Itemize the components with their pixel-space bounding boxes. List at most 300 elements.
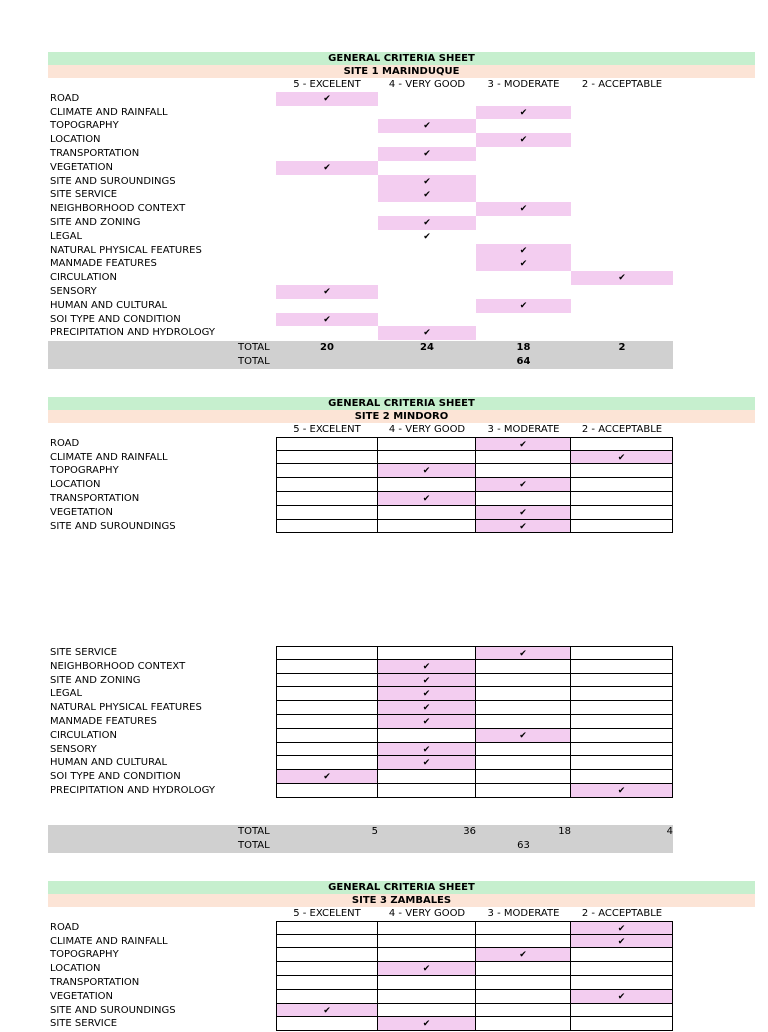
rating-cell-checked — [276, 770, 378, 784]
criteria-row — [48, 202, 755, 216]
checkmark-icon: ✔ — [423, 328, 431, 339]
rating-cell — [571, 770, 673, 784]
rating-cell — [476, 492, 571, 506]
column-header-row — [48, 78, 755, 92]
rating-cell-checked — [476, 506, 571, 520]
criteria-label: SITE SERVICE — [50, 189, 118, 201]
rating-cell — [276, 701, 378, 715]
rating-cell — [571, 478, 673, 492]
total-excelent: 20 — [320, 342, 334, 353]
rating-cell-checked — [571, 784, 673, 798]
checkmark-icon: ✔ — [617, 936, 626, 947]
grand-total: 64 — [516, 355, 531, 367]
column-header: 4 - VERY GOOD — [388, 79, 466, 90]
column-header: 4 - VERY GOOD — [388, 908, 466, 919]
total-label: TOTAL — [238, 826, 270, 837]
rating-cell-checked — [571, 271, 673, 285]
criteria-label: TOPOGRAPHY — [50, 465, 119, 477]
rating-cell — [378, 451, 476, 465]
criteria-label: ROAD — [50, 437, 80, 449]
rating-cell — [476, 464, 571, 478]
rating-cell-checked — [378, 756, 476, 770]
rating-cell — [476, 770, 571, 784]
rating-cell — [571, 701, 673, 715]
criteria-label: LOCATION — [50, 479, 101, 491]
rating-cell-checked — [476, 257, 571, 271]
rating-cell — [276, 962, 378, 976]
rating-cell — [378, 729, 476, 743]
rating-cell — [378, 976, 476, 990]
criteria-label: NEIGHBORHOOD CONTEXT — [50, 203, 186, 215]
criteria-label: SOI TYPE AND CONDITION — [50, 313, 181, 325]
checkmark-icon: ✔ — [422, 466, 431, 477]
rating-cell — [476, 976, 571, 990]
criteria-label: NATURAL PHYSICAL FEATURES — [50, 244, 202, 256]
criteria-row — [48, 687, 755, 701]
rating-cell — [476, 756, 571, 770]
criteria-row — [48, 715, 755, 729]
rating-cell-checked — [378, 687, 476, 701]
rating-cell-checked — [476, 437, 571, 451]
rating-cell — [378, 935, 476, 949]
column-header: 3 - MODERATE — [487, 424, 560, 435]
checkmark-icon: ✔ — [617, 452, 626, 463]
criteria-row — [48, 962, 755, 976]
checkmark-icon: ✔ — [323, 314, 331, 325]
criteria-row — [48, 464, 755, 478]
criteria-row — [48, 437, 755, 451]
criteria-row — [48, 244, 755, 258]
rating-cell-checked — [276, 285, 378, 299]
criteria-label: SITE AND SUROUNDINGS — [50, 520, 176, 532]
rating-cell-checked — [571, 921, 673, 935]
criteria-row — [48, 216, 755, 230]
column-header: 2 - ACCEPTABLE — [581, 424, 663, 435]
criteria-label: ROAD — [50, 92, 80, 104]
rating-cell — [276, 687, 378, 701]
rating-cell-checked — [378, 230, 476, 244]
rating-cell — [476, 674, 571, 688]
rating-cell — [276, 743, 378, 757]
sheet-site-2 — [48, 397, 755, 533]
checkmark-icon: ✔ — [323, 772, 331, 783]
checkmark-icon: ✔ — [422, 716, 431, 727]
total-row — [48, 825, 673, 839]
rating-cell-checked — [476, 106, 571, 120]
rating-cell-checked — [378, 147, 476, 161]
criteria-label: SITE AND SUROUNDINGS — [50, 1004, 176, 1016]
rating-cell-checked — [476, 202, 571, 216]
site-name: SITE 2 MINDORO — [48, 410, 755, 423]
rating-cell — [378, 646, 476, 660]
criteria-row — [48, 660, 755, 674]
criteria-label: SITE SERVICE — [50, 647, 118, 658]
column-header: 5 - EXCELENT — [293, 908, 361, 919]
rating-cell-checked — [378, 175, 476, 189]
rating-cell — [476, 990, 571, 1004]
rating-cell — [571, 687, 673, 701]
criteria-row — [48, 674, 755, 688]
criteria-label: TOPOGRAPHY — [50, 120, 119, 132]
criteria-rows — [48, 921, 755, 1031]
grand-total: 63 — [517, 839, 530, 851]
checkmark-icon: ✔ — [423, 148, 431, 159]
criteria-label: MANMADE FEATURES — [50, 258, 157, 270]
criteria-row — [48, 492, 755, 506]
grand-total-row — [48, 839, 673, 853]
rating-cell — [276, 715, 378, 729]
rating-cell — [276, 948, 378, 962]
rating-cell — [476, 962, 571, 976]
rating-cell-checked — [378, 119, 476, 133]
rating-cell-checked — [378, 962, 476, 976]
rating-cell — [571, 492, 673, 506]
rating-cell — [476, 451, 571, 465]
rating-cell — [571, 506, 673, 520]
criteria-row — [48, 976, 755, 990]
rating-cell-checked — [378, 715, 476, 729]
rating-cell-checked — [476, 478, 571, 492]
rating-cell — [476, 935, 571, 949]
checkmark-icon: ✔ — [519, 300, 528, 311]
checkmark-icon: ✔ — [422, 744, 431, 755]
checkmark-icon: ✔ — [422, 703, 431, 714]
rating-cell — [378, 437, 476, 451]
checkmark-icon: ✔ — [519, 507, 527, 518]
total-very-good: 36 — [463, 826, 476, 837]
criteria-label: TOPOGRAPHY — [50, 949, 119, 961]
criteria-row — [48, 326, 755, 340]
criteria-label: VEGETATION — [50, 990, 114, 1002]
column-header: 3 - MODERATE — [487, 79, 560, 90]
criteria-row — [48, 990, 755, 1004]
rating-cell — [571, 976, 673, 990]
criteria-row — [48, 1004, 755, 1018]
rating-cell — [378, 1004, 476, 1018]
checkmark-icon: ✔ — [423, 217, 431, 228]
total-very-good: 24 — [420, 342, 434, 353]
criteria-row — [48, 119, 755, 133]
column-header: 5 - EXCELENT — [293, 424, 361, 435]
checkmark-icon: ✔ — [617, 923, 626, 934]
rating-cell-checked — [276, 313, 378, 327]
checkmark-icon: ✔ — [617, 991, 626, 1002]
checkmark-icon: ✔ — [422, 1019, 431, 1030]
totals-site-2 — [48, 825, 673, 853]
criteria-row — [48, 756, 755, 770]
criteria-label: SOI TYPE AND CONDITION — [50, 771, 181, 783]
criteria-label: TRANSPORTATION — [50, 492, 140, 504]
total-label: TOTAL — [238, 355, 270, 367]
rating-cell — [476, 660, 571, 674]
checkmark-icon: ✔ — [519, 950, 527, 961]
rating-cell — [276, 646, 378, 660]
rating-cell — [276, 437, 378, 451]
criteria-row — [48, 313, 755, 327]
criteria-label: VEGETATION — [50, 161, 114, 173]
criteria-label: PRECIPITATION AND HYDROLOGY — [50, 784, 215, 796]
site-name: SITE 1 MARINDUQUE — [48, 65, 755, 78]
criteria-row — [48, 1017, 755, 1031]
total-label: TOTAL — [238, 342, 270, 353]
criteria-row — [48, 701, 755, 715]
rating-cell — [276, 756, 378, 770]
criteria-row — [48, 92, 755, 106]
sheet-title: GENERAL CRITERIA SHEET — [48, 881, 755, 894]
checkmark-icon: ✔ — [519, 649, 527, 659]
rating-cell-checked — [378, 1017, 476, 1031]
rating-cell-checked — [378, 660, 476, 674]
total-acceptable: 2 — [618, 342, 626, 353]
checkmark-icon: ✔ — [422, 964, 431, 975]
checkmark-icon: ✔ — [618, 273, 626, 284]
rating-cell — [571, 674, 673, 688]
rating-cell — [476, 743, 571, 757]
checkmark-icon: ✔ — [422, 493, 431, 504]
rating-cell-checked — [476, 520, 571, 534]
sheet-title: GENERAL CRITERIA SHEET — [48, 397, 755, 410]
rating-cell — [571, 464, 673, 478]
rating-cell — [571, 646, 673, 660]
criteria-label: PRECIPITATION AND HYDROLOGY — [50, 327, 215, 339]
criteria-label: VEGETATION — [50, 506, 114, 518]
rating-cell — [378, 478, 476, 492]
rating-cell-checked — [276, 161, 378, 175]
criteria-row — [48, 175, 755, 189]
rating-cell — [378, 921, 476, 935]
checkmark-icon: ✔ — [519, 730, 527, 741]
criteria-row — [48, 257, 755, 271]
rating-cell-checked — [378, 464, 476, 478]
criteria-row — [48, 921, 755, 935]
sheet-title: GENERAL CRITERIA SHEET — [48, 52, 755, 65]
site-name: SITE 3 ZAMBALES — [48, 894, 755, 907]
criteria-row — [48, 188, 755, 202]
criteria-label: SITE AND SUROUNDINGS — [50, 175, 176, 187]
checkmark-icon: ✔ — [519, 521, 527, 532]
criteria-row — [48, 948, 755, 962]
criteria-row — [48, 935, 755, 949]
rating-cell — [571, 948, 673, 962]
checkmark-icon: ✔ — [519, 135, 528, 146]
criteria-label: HUMAN AND CULTURAL — [50, 757, 168, 769]
rating-cell-checked — [476, 948, 571, 962]
rating-cell — [571, 1004, 673, 1018]
rating-cell-checked — [378, 216, 476, 230]
rating-cell — [571, 660, 673, 674]
column-header: 4 - VERY GOOD — [388, 424, 466, 435]
rating-cell — [276, 921, 378, 935]
total-row — [48, 341, 673, 355]
total-moderate: 18 — [558, 826, 571, 837]
criteria-row — [48, 520, 755, 534]
rating-cell-checked — [276, 1004, 378, 1018]
column-header: 3 - MODERATE — [487, 908, 560, 919]
criteria-label: TRANSPORTATION — [50, 147, 140, 159]
rating-cell — [276, 492, 378, 506]
rating-cell — [276, 451, 378, 465]
criteria-row — [48, 784, 755, 798]
criteria-rows-continued — [48, 646, 755, 798]
criteria-label: CIRCULATION — [50, 272, 117, 284]
rating-cell-checked — [378, 326, 476, 340]
checkmark-icon: ✔ — [423, 231, 431, 242]
rating-cell-checked — [476, 646, 571, 660]
rating-cell — [276, 520, 378, 534]
criteria-row — [48, 743, 755, 757]
rating-cell — [378, 506, 476, 520]
rating-cell — [571, 520, 673, 534]
rating-cell — [476, 1017, 571, 1031]
criteria-label: HUMAN AND CULTURAL — [50, 299, 168, 311]
checkmark-icon: ✔ — [323, 1005, 331, 1016]
criteria-label: MANMADE FEATURES — [50, 715, 157, 727]
rating-cell — [276, 990, 378, 1004]
criteria-label: LOCATION — [50, 134, 101, 146]
checkmark-icon: ✔ — [519, 439, 527, 450]
criteria-label: NEIGHBORHOOD CONTEXT — [50, 660, 186, 672]
criteria-row — [48, 478, 755, 492]
criteria-label: CIRCULATION — [50, 729, 117, 741]
rating-cell — [276, 1017, 378, 1031]
criteria-row — [48, 147, 755, 161]
rating-cell — [571, 1017, 673, 1031]
rating-cell-checked — [378, 701, 476, 715]
rating-cell-checked — [276, 92, 378, 106]
rating-cell — [378, 770, 476, 784]
column-header: 2 - ACCEPTABLE — [581, 908, 663, 919]
criteria-label: SITE SERVICE — [50, 1018, 118, 1030]
rating-cell — [476, 687, 571, 701]
checkmark-icon: ✔ — [422, 675, 431, 686]
criteria-label: CLIMATE AND RAINFALL — [50, 451, 168, 463]
rating-cell — [276, 935, 378, 949]
checkmark-icon: ✔ — [519, 107, 528, 118]
criteria-row — [48, 161, 755, 175]
checkmark-icon: ✔ — [423, 121, 431, 132]
criteria-row — [48, 133, 755, 147]
total-acceptable: 4 — [666, 826, 673, 837]
checkmark-icon: ✔ — [519, 245, 528, 256]
rating-cell-checked — [476, 729, 571, 743]
criteria-rows — [48, 437, 755, 534]
criteria-label: SITE AND ZONING — [50, 216, 141, 228]
rating-cell — [571, 437, 673, 451]
rating-cell — [276, 478, 378, 492]
criteria-row — [48, 729, 755, 743]
rating-cell-checked — [571, 935, 673, 949]
rating-cell — [476, 784, 571, 798]
criteria-row — [48, 271, 755, 285]
checkmark-icon: ✔ — [323, 162, 331, 173]
criteria-row — [48, 299, 755, 313]
checkmark-icon: ✔ — [519, 480, 527, 491]
rating-cell-checked — [476, 299, 571, 313]
sheet-site-3 — [48, 881, 755, 1031]
checkmark-icon: ✔ — [422, 661, 431, 672]
rating-cell — [378, 990, 476, 1004]
rating-cell — [276, 976, 378, 990]
criteria-label: CLIMATE AND RAINFALL — [50, 106, 168, 118]
rating-cell — [378, 520, 476, 534]
criteria-label: CLIMATE AND RAINFALL — [50, 935, 168, 947]
rating-cell — [571, 715, 673, 729]
criteria-label: ROAD — [50, 921, 80, 933]
checkmark-icon: ✔ — [519, 204, 528, 215]
rating-cell-checked — [476, 133, 571, 147]
total-label: TOTAL — [238, 839, 270, 851]
rating-cell — [378, 784, 476, 798]
criteria-label: LEGAL — [50, 688, 83, 700]
checkmark-icon: ✔ — [323, 286, 331, 297]
rating-cell-checked — [476, 244, 571, 258]
rating-cell — [276, 660, 378, 674]
criteria-row — [48, 230, 755, 244]
rating-cell-checked — [378, 188, 476, 202]
total-moderate: 18 — [516, 342, 531, 353]
rating-cell — [571, 962, 673, 976]
criteria-label: TRANSPORTATION — [50, 976, 140, 988]
checkmark-icon: ✔ — [422, 758, 431, 769]
criteria-row — [48, 106, 755, 120]
checkmark-icon: ✔ — [423, 176, 431, 187]
total-excelent: 5 — [371, 826, 378, 837]
rating-cell — [476, 715, 571, 729]
column-header: 5 - EXCELENT — [293, 79, 361, 90]
rating-cell — [276, 784, 378, 798]
rating-cell-checked — [378, 674, 476, 688]
rating-cell — [276, 674, 378, 688]
checkmark-icon: ✔ — [323, 93, 331, 104]
rating-cell-checked — [571, 451, 673, 465]
criteria-label: SITE AND ZONING — [50, 674, 141, 686]
rating-cell — [571, 756, 673, 770]
checkmark-icon: ✔ — [422, 689, 431, 700]
rating-cell — [476, 701, 571, 715]
rating-cell — [276, 464, 378, 478]
rating-cell — [276, 506, 378, 520]
totals-site-1 — [48, 341, 673, 369]
criteria-label: LEGAL — [50, 230, 83, 242]
column-header: 2 - ACCEPTABLE — [581, 79, 663, 90]
rating-cell — [571, 729, 673, 743]
criteria-label: NATURAL PHYSICAL FEATURES — [50, 702, 202, 714]
criteria-label: SENSORY — [50, 285, 97, 297]
column-header-row — [48, 423, 755, 437]
rating-cell-checked — [378, 743, 476, 757]
checkmark-icon: ✔ — [423, 190, 431, 201]
criteria-row — [48, 646, 755, 660]
sheet-site-1 — [48, 52, 755, 340]
rating-cell — [571, 743, 673, 757]
rating-cell — [476, 1004, 571, 1018]
grand-total-row — [48, 355, 673, 369]
column-header-row — [48, 907, 755, 921]
criteria-row — [48, 451, 755, 465]
checkmark-icon: ✔ — [617, 785, 626, 796]
criteria-row — [48, 506, 755, 520]
criteria-row — [48, 770, 755, 784]
criteria-label: SENSORY — [50, 743, 97, 755]
rating-cell-checked — [571, 990, 673, 1004]
criteria-row — [48, 285, 755, 299]
checkmark-icon: ✔ — [519, 259, 528, 270]
rating-cell — [378, 948, 476, 962]
criteria-label: LOCATION — [50, 963, 101, 975]
rating-cell — [276, 729, 378, 743]
rating-cell — [476, 921, 571, 935]
rating-cell-checked — [378, 492, 476, 506]
